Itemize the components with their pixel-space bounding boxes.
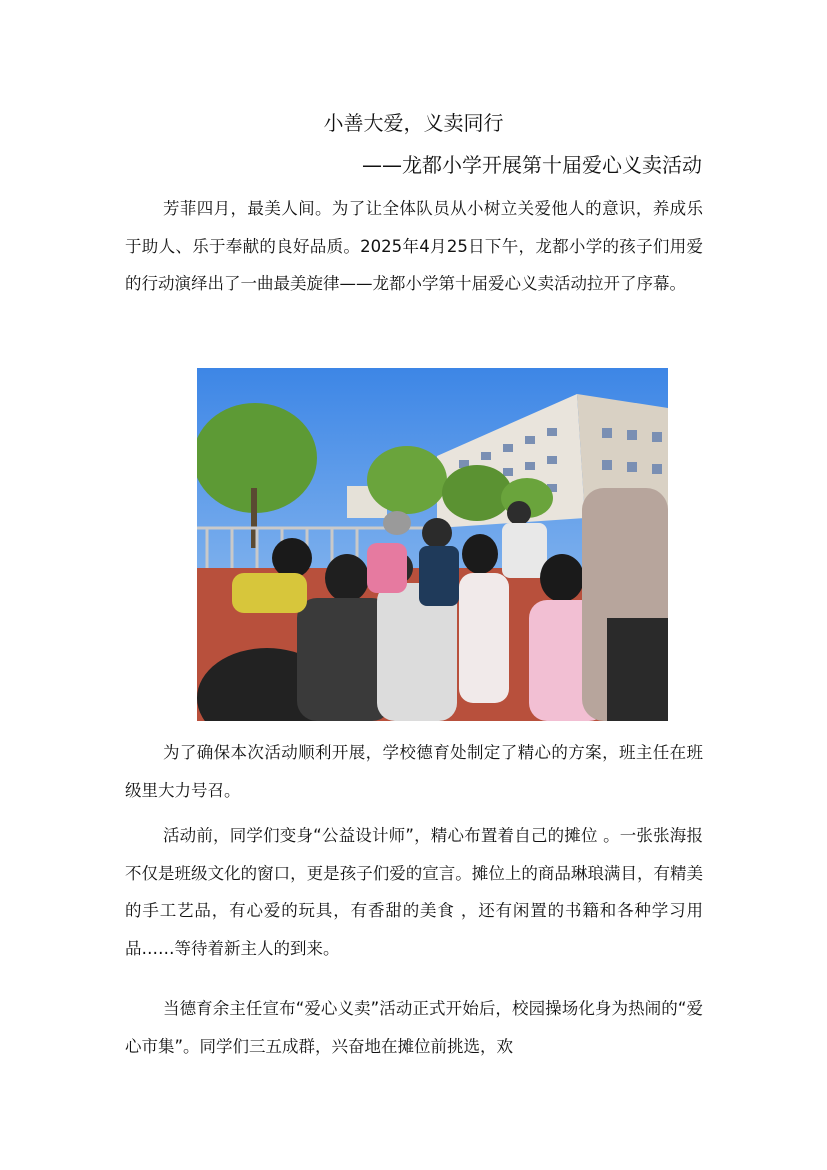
document-title: 小善大爱，义卖同行 bbox=[323, 111, 504, 135]
paragraph-preparation: 为了确保本次活动顺利开展，学校德育处制定了精心的方案，班主任在班级里大力号召。 bbox=[125, 743, 703, 800]
document-subtitle: ——龙都小学开展第十届爱心义卖活动 bbox=[362, 153, 702, 177]
paragraph-intro: 芳菲四月，最美人间。为了让全体队员从小树立关爱他人的意识，养成乐于助人、乐于奉献的良好品质。2025年4月25日下午，龙都小学的孩子们用爱的行动演绎出了一曲最美旋律——龙都小学第十届爱心义卖活动拉开了序幕。 bbox=[125, 199, 703, 293]
photo-illustration bbox=[197, 368, 668, 721]
paragraph-activity-start: 当德育余主任宣布“爱心义卖”活动正式开始后，校园操场化身为热闹的“爱心市集”。同学们三五成群，兴奋地在摊位前挑选，欢 bbox=[125, 999, 703, 1056]
paragraph-before-activity: 活动前，同学们变身“公益设计师”，精心布置着自己的摊位 。一张张海报不仅是班级文化的窗口，更是孩子们爱的宣言。摊位上的商品琳琅满目，有精美的手工艺品，有心爱的玩具，有香甜的美食 ，还有闲置的书籍和各种学习用品……等待着新主人的到来。 bbox=[125, 826, 703, 958]
activity-photo bbox=[197, 368, 668, 721]
